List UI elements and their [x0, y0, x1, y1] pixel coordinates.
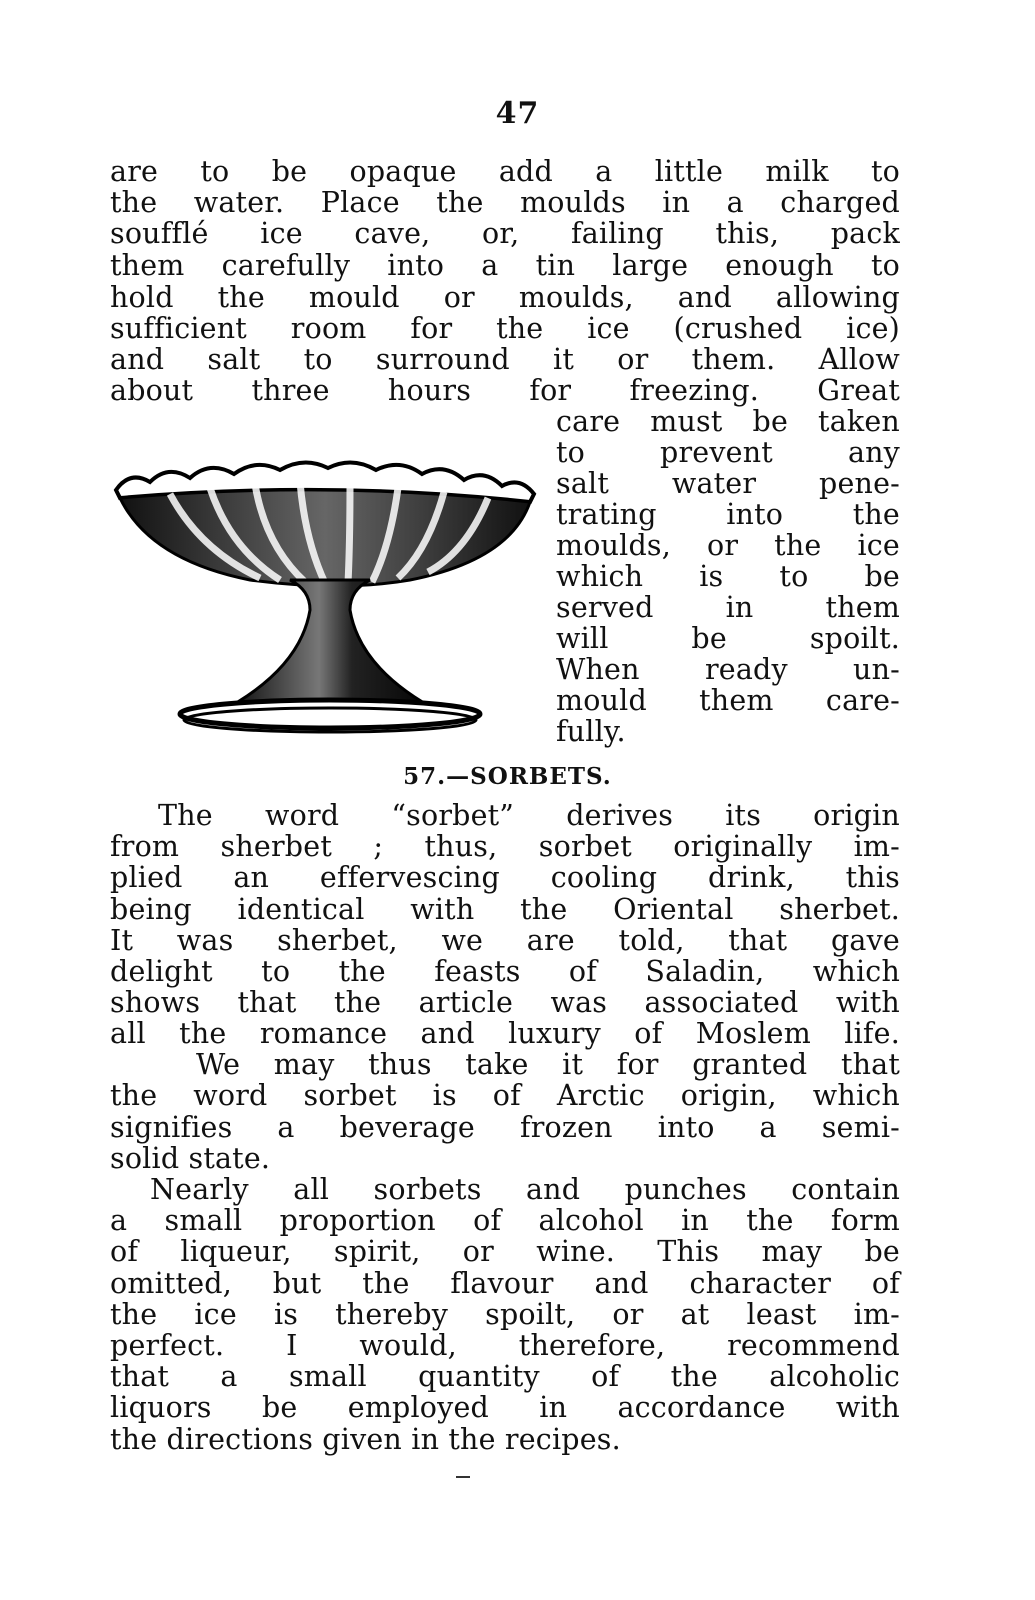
- text-line: solid state.: [110, 1142, 271, 1175]
- text-line: to prevent any: [556, 436, 900, 469]
- text-line: shows that the article was associated with: [110, 986, 900, 1019]
- text-line: are to be opaque add a little milk to: [110, 155, 900, 188]
- text-line: salt water pene-: [556, 467, 900, 500]
- text-line: The word “sorbet” derives its origin: [158, 799, 900, 832]
- text-line: soufflé ice cave, or, failing this, pack: [110, 217, 900, 250]
- text-line: of liqueur, spirit, or wine. This may be: [110, 1235, 900, 1268]
- text-line: and salt to surround it or them. Allow: [110, 343, 900, 376]
- text-line: delight to the feasts of Saladin, which: [110, 955, 900, 988]
- fluted-cup-illustration-icon: [110, 430, 550, 750]
- text-line: will be spoilt.: [556, 622, 900, 655]
- text-line: from sherbet ; thus, sorbet originally im-: [110, 830, 900, 863]
- text-line: them carefully into a tin large enough to: [110, 249, 900, 282]
- text-line: the water. Place the moulds in a charged: [110, 186, 900, 219]
- text-line: It was sherbet, we are told, that gave: [110, 924, 900, 957]
- text-line: perfect. I would, therefore, recommend: [110, 1329, 900, 1362]
- text-line: care must be taken: [556, 405, 900, 438]
- text-line: hold the mould or moulds, and allowing: [110, 281, 900, 314]
- text-line: Nearly all sorbets and punches contain: [150, 1173, 900, 1206]
- text-line: sufficient room for the ice (crushed ice): [110, 312, 900, 345]
- text-line: the word sorbet is of Arctic origin, which: [110, 1079, 900, 1112]
- text-line: that a small quantity of the alcoholic: [110, 1360, 900, 1393]
- text-line: a small proportion of alcohol in the form: [110, 1204, 900, 1237]
- text-line: mould them care-: [556, 684, 900, 717]
- page-number: 47: [495, 96, 540, 131]
- text-line: plied an effervescing cooling drink, this: [110, 861, 900, 894]
- print-mark: [456, 1476, 470, 1478]
- text-line: trating into the: [556, 498, 900, 531]
- text-line: the directions given in the recipes.: [110, 1423, 621, 1456]
- text-line: omitted, but the flavour and character of: [110, 1267, 900, 1300]
- text-line: which is to be: [556, 560, 900, 593]
- text-line: When ready un-: [556, 653, 900, 686]
- text-line: fully.: [556, 715, 626, 748]
- text-line: being identical with the Oriental sherbet.: [110, 893, 900, 926]
- text-line: We may thus take it for granted that: [196, 1048, 900, 1081]
- text-line: liquors be employed in accordance with: [110, 1391, 900, 1424]
- section-heading: 57.—SORBETS.: [403, 763, 612, 790]
- text-line: signifies a beverage frozen into a semi-: [110, 1111, 900, 1144]
- text-line: served in them: [556, 591, 900, 624]
- text-line: moulds, or the ice: [556, 529, 900, 562]
- text-line: the ice is thereby spoilt, or at least im-: [110, 1298, 900, 1331]
- text-line: about three hours for freezing. Great: [110, 374, 900, 407]
- text-line: all the romance and luxury of Moslem life.: [110, 1017, 900, 1050]
